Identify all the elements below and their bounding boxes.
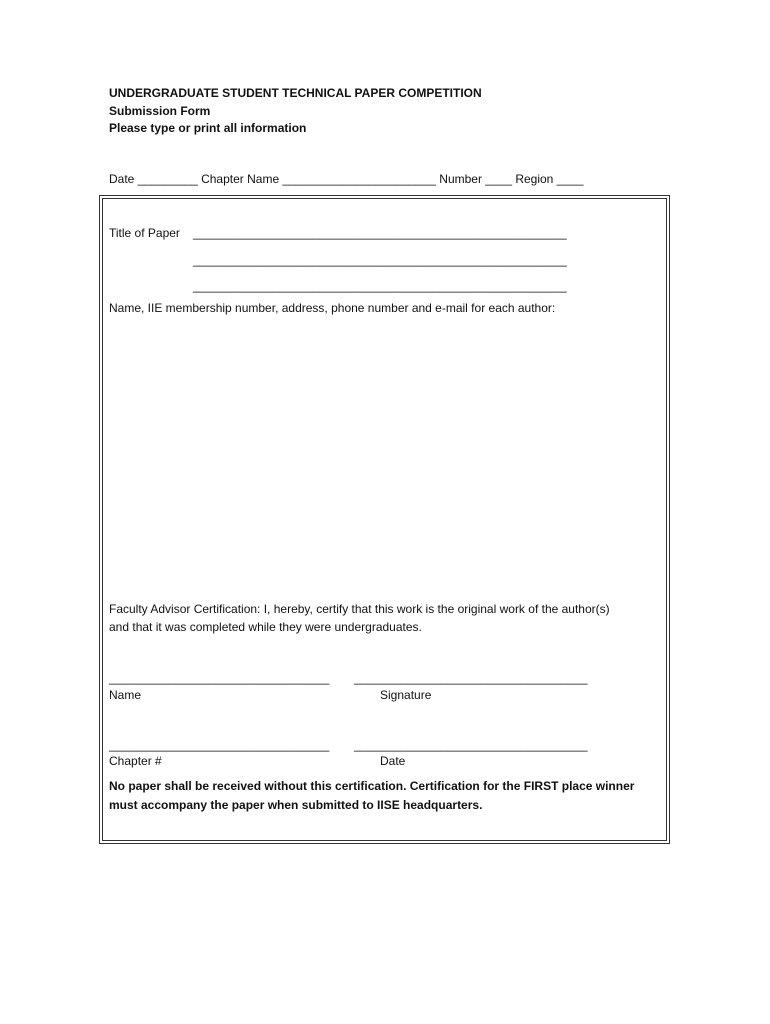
chapter-number-label: Chapter # [109,754,162,768]
title-of-paper-field-2[interactable]: ________________________________________________________ [193,253,567,267]
title-of-paper-label: Title of Paper [109,226,180,240]
top-fields-row[interactable]: Date _________ Chapter Name _______________________ Number ____ Region ____ [109,172,584,186]
notice-line-2: must accompany the paper when submitted to IISE headquarters. [109,798,483,812]
certification-text-line-1: Faculty Advisor Certification: I, hereby, certify that this work is the original work of the author(s) [109,602,610,616]
form-title: UNDERGRADUATE STUDENT TECHNICAL PAPER COMPETITION [109,86,482,100]
advisor-signature-field[interactable]: ___________________________________ [354,671,588,685]
notice-line-1: No paper shall be received without this certification. Certification for the FIRST place winner [109,779,635,793]
form-instructions: Please type or print all information [109,121,307,135]
certification-text-line-2: and that it was completed while they were undergraduates. [109,620,422,634]
form-subtitle: Submission Form [109,104,211,118]
advisor-name-field[interactable]: _________________________________ [109,671,330,685]
title-of-paper-field-3[interactable]: ________________________________________________________ [193,279,567,293]
authors-info-label: Name, IIE membership number, address, phone number and e-mail for each author: [109,301,556,315]
certification-date-label: Date [380,754,406,768]
certification-date-field[interactable]: ___________________________________ [354,738,588,752]
advisor-signature-label: Signature [380,688,432,702]
title-of-paper-field-1[interactable]: ________________________________________________________ [193,226,567,240]
chapter-number-field[interactable]: _________________________________ [109,738,330,752]
advisor-name-label: Name [109,688,142,702]
